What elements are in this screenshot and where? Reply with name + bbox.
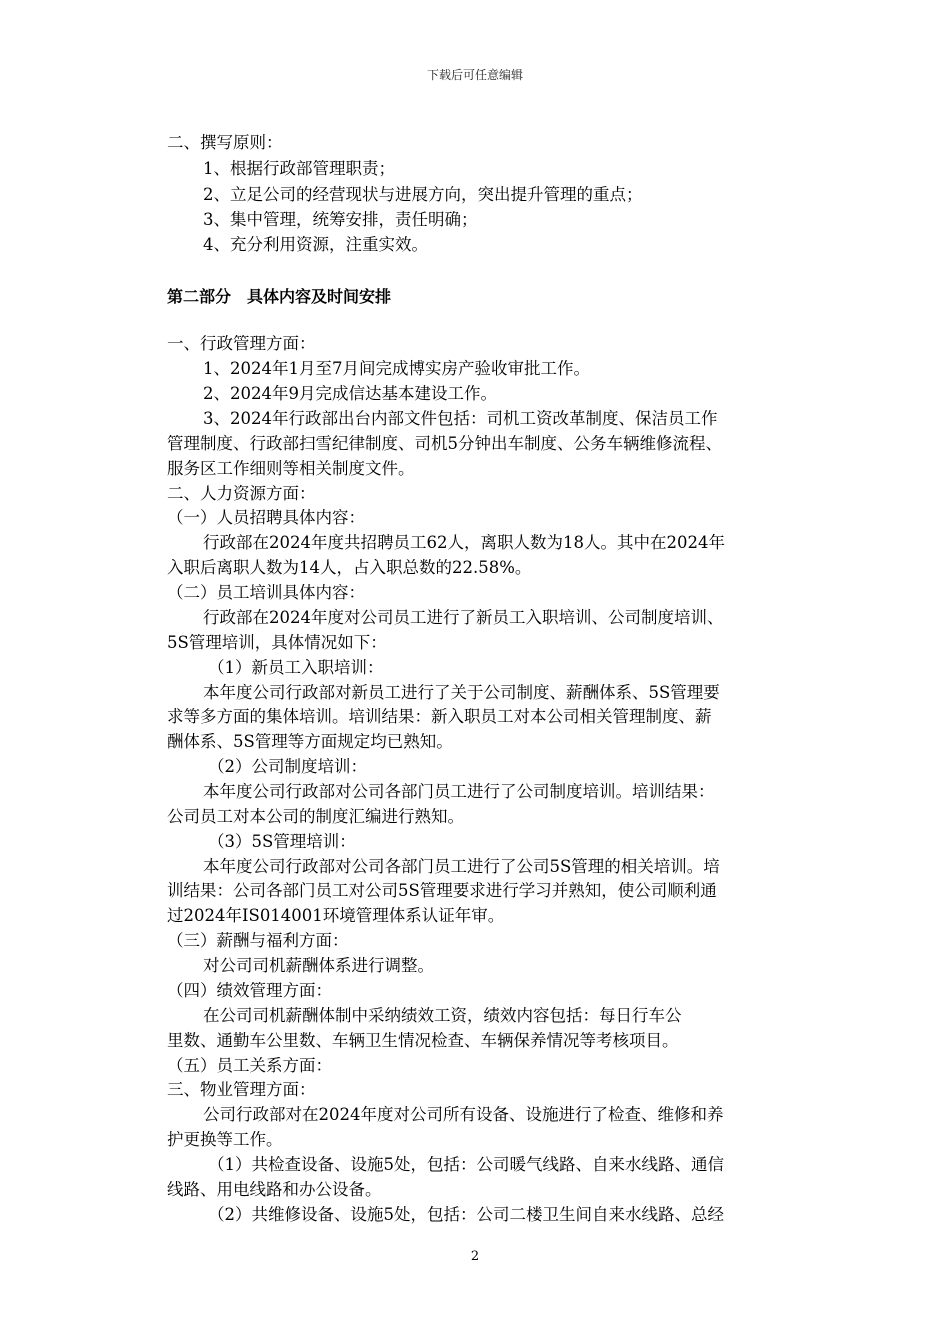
text-line: 里数、通勤车公里数、车辆卫生情况检查、车辆保养情况等考核项目。: [167, 1031, 679, 1050]
text-line: 本年度公司行政部对公司各部门员工进行了公司制度培训。培训结果：: [203, 782, 715, 801]
section-heading: 第二部分 具体内容及时间安排: [167, 287, 392, 306]
text-line: 三、物业管理方面：: [167, 1080, 316, 1099]
text-line: （一）人员招聘具体内容：: [167, 508, 365, 527]
text-line: （二）员工培训具体内容：: [167, 583, 365, 602]
text-line: 本年度公司行政部对公司各部门员工进行了公司5S管理的相关培训。培: [203, 857, 720, 876]
text-line: （2）公司制度培训：: [208, 757, 367, 776]
text-line: （五）员工关系方面：: [167, 1056, 332, 1075]
text-line: （2）共维修设备、设施5处，包括：公司二楼卫生间自来水线路、总经: [208, 1205, 724, 1224]
text-line: 对公司司机薪酬体系进行调整。: [203, 956, 434, 975]
text-line: 二、撰写原则：: [167, 133, 283, 152]
text-line: 行政部在2024年度对公司员工进行了新员工入职培训、公司制度培训、: [203, 608, 724, 627]
text-line: 公司员工对本公司的制度汇编进行熟知。: [167, 807, 464, 826]
text-line: 服务区工作细则等相关制度文件。: [167, 459, 415, 478]
text-line: （四）绩效管理方面：: [167, 981, 332, 1000]
text-line: （1）新员工入职培训：: [208, 658, 384, 677]
text-line: 1、2024年1月至7月间完成博实房产验收审批工作。: [203, 359, 590, 378]
text-line: 酬体系、5S管理等方面规定均已熟知。: [167, 732, 453, 751]
page-number: 2: [470, 1249, 480, 1264]
text-line: 1、根据行政部管理职责；: [203, 159, 395, 178]
text-line: 护更换等工作。: [167, 1130, 283, 1149]
text-line: 行政部在2024年度共招聘员工62人，离职人数为18人。其中在2024年: [203, 533, 725, 552]
text-line: 二、人力资源方面：: [167, 484, 316, 503]
text-line: 在公司司机薪酬体制中采纳绩效工资，绩效内容包括：每日行车公: [203, 1006, 682, 1025]
text-line: 2、2024年9月完成信达基本建设工作。: [203, 384, 497, 403]
text-line: （三）薪酬与福利方面：: [167, 931, 349, 950]
text-line: 本年度公司行政部对新员工进行了关于公司制度、薪酬体系、5S管理要: [203, 683, 720, 702]
text-line: 一、行政管理方面：: [167, 334, 316, 353]
text-line: 过2024年IS014001环境管理体系认证年审。: [167, 906, 505, 925]
text-line: （1）共检查设备、设施5处，包括：公司暖气线路、自来水线路、通信: [208, 1155, 724, 1174]
text-line: 求等多方面的集体培训。培训结果：新入职员工对本公司相关管理制度、薪: [167, 707, 712, 726]
text-line: 线路、用电线路和办公设备。: [167, 1180, 382, 1199]
text-line: 训结果：公司各部门员工对公司5S管理要求进行学习并熟知，使公司顺利通: [167, 881, 717, 900]
text-line: 3、2024年行政部出台内部文件包括：司机工资改革制度、保洁员工作: [203, 409, 718, 428]
text-line: 3、集中管理，统筹安排，责任明确；: [203, 210, 478, 229]
text-line: 管理制度、行政部扫雪纪律制度、司机5分钟出车制度、公务车辆维修流程、: [167, 434, 722, 453]
text-line: 4、充分利用资源，注重实效。: [203, 235, 428, 254]
text-line: 入职后离职人数为14人，占入职总数的22.58%。: [167, 558, 532, 577]
page-header: 下载后可任意编辑: [426, 68, 523, 82]
text-line: 公司行政部对在2024年度对公司所有设备、设施进行了检查、维修和养: [203, 1105, 724, 1124]
text-line: 5S管理培训，具体情况如下：: [167, 633, 387, 652]
text-line: 2、立足公司的经营现状与进展方向，突出提升管理的重点；: [203, 185, 643, 204]
text-line: （3）5S管理培训：: [208, 832, 356, 851]
